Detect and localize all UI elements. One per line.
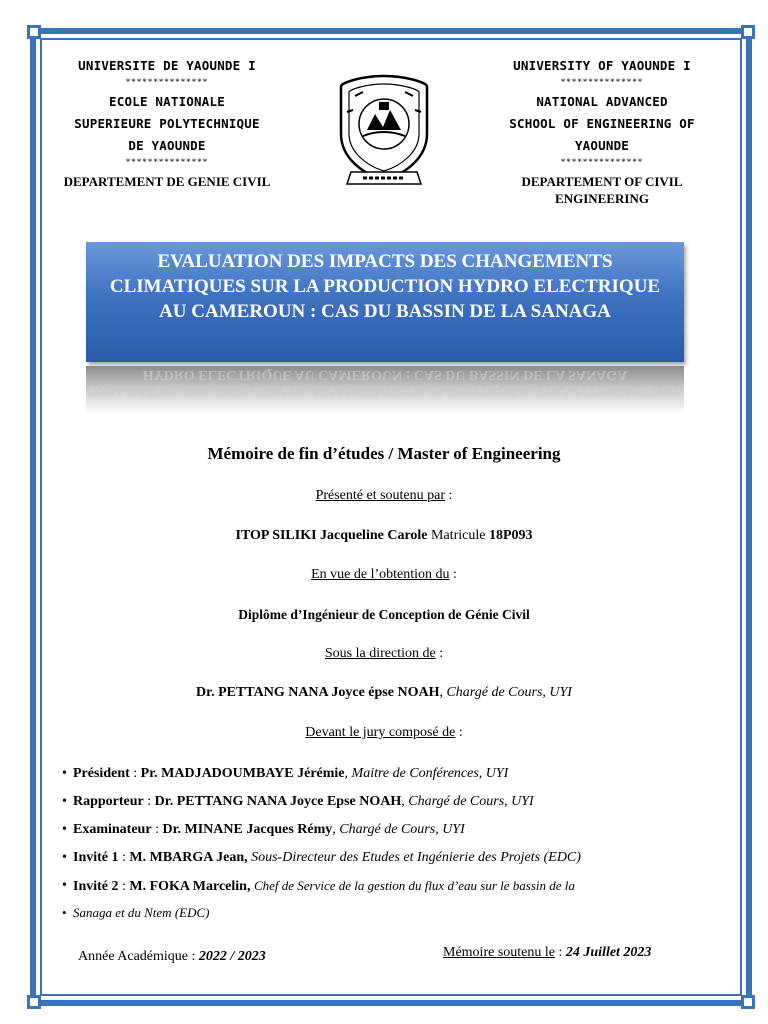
university-name-en: UNIVERSITY OF YAOUNDE I xyxy=(513,58,691,73)
in-view-of-label: En vue de l’obtention du xyxy=(311,567,450,582)
school-name-line3: DE YAOUNDE xyxy=(128,138,206,153)
memoire-heading: Mémoire de fin d’études / Master of Engineering xyxy=(207,444,561,463)
supervisor-name: Dr. PETTANG NANA Joyce épse NOAH xyxy=(196,685,440,700)
defense-label: Mémoire soutenu le xyxy=(443,945,555,960)
matricule-label: Matricule xyxy=(431,528,486,543)
student-name: ITOP SILIKI Jacqueline Carole xyxy=(235,528,428,543)
separator-stars: *************** xyxy=(560,157,644,167)
jury-intro-line: Devant le jury composé de : xyxy=(305,725,463,740)
list-item: • Rapporteur : Dr. PETTANG NANA Joyce Epse NOAH, Chargé de Cours, UYI xyxy=(62,788,742,816)
supervisor-title: Chargé de Cours, UYI xyxy=(446,685,572,700)
school-name-line3: YAOUNDE xyxy=(574,138,630,153)
presented-by-label: Présenté et soutenu par xyxy=(315,488,446,503)
presented-by-line: Présenté et soutenu par : xyxy=(315,488,453,503)
department-fr: DEPARTEMENT DE GENIE CIVIL xyxy=(63,174,271,189)
year-label: Année Académique xyxy=(78,949,189,964)
school-name-line1: NATIONAL ADVANCED xyxy=(536,94,668,109)
list-item: • Invité 1 : M. MBARGA Jean, Sous-Directeur des Etudes et Ingénierie des Projets (EDC) xyxy=(62,844,742,872)
thesis-title: EVALUATION DES IMPACTS DES CHANGEMENTS CLIMATIQUES SUR LA PRODUCTION HYDRO ELECTRIQUE AU CAMEROUN : CAS DU BASSIN DE LA SANAGA xyxy=(86,242,684,362)
header-right xyxy=(487,55,717,207)
university-name-fr: UNIVERSITE DE YAOUNDE I xyxy=(78,58,256,73)
supervision-line: Sous la direction de : xyxy=(324,646,444,661)
defense-date: Mémoire soutenu le : 24 Juillet 2023 xyxy=(443,945,652,960)
list-item-continuation: • Sanaga et du Ntem (EDC) xyxy=(62,901,742,925)
jury-intro-label: Devant le jury composé de xyxy=(305,725,456,740)
school-name-line2: SCHOOL OF ENGINEERING OF xyxy=(509,116,695,131)
year-value: 2022 / 2023 xyxy=(198,949,266,964)
academic-year: Année Académique : 2022 / 2023 xyxy=(78,949,266,964)
in-view-of-line: En vue de l’obtention du : xyxy=(311,567,457,582)
jury-list xyxy=(62,760,742,925)
separator-stars: *************** xyxy=(125,157,209,167)
border-corner xyxy=(27,995,41,1009)
list-item: • Examinateur : Dr. MINANE Jacques Rémy, Chargé de Cours, UYI xyxy=(62,816,742,844)
list-item: • Invité 2 : M. FOKA Marcelin, Chef de Service de la gestion du flux d’eau sur le bassin de la xyxy=(62,872,742,901)
diploma: Diplôme d’Ingénieur de Conception de Génie Civil xyxy=(238,607,530,622)
supervision-label: Sous la direction de xyxy=(324,646,436,661)
separator-stars: *************** xyxy=(560,77,644,87)
supervisor-line: Dr. PETTANG NANA Joyce épse NOAH, Chargé de Cours, UYI xyxy=(196,685,572,700)
student-line xyxy=(0,528,768,544)
school-name-line1: ECOLE NATIONALE xyxy=(109,94,225,109)
border-corner xyxy=(741,995,755,1009)
department-en: DEPARTEMENT OF CIVIL ENGINEERING xyxy=(521,174,683,206)
header-left xyxy=(52,55,282,190)
title-reflection: EVALUATION DES IMPACTS DES CHANGEMENTS CLIMATIQUES SUR LA PRODUCTION HYDRO ELECTRIQUE AU CAMEROUN : CAS DU BASSIN DE LA SANAGA xyxy=(86,366,684,414)
school-name-line2: SUPERIEURE POLYTECHNIQUE xyxy=(74,116,260,131)
defense-date-value: 24 Juillet 2023 xyxy=(565,945,652,960)
border-corner xyxy=(27,25,41,39)
list-item: • Président : Pr. MADJADOUMBAYE Jérémie, Maitre de Conférences, UYI xyxy=(62,760,742,788)
matricule-value: 18P093 xyxy=(488,528,533,543)
border-corner xyxy=(741,25,755,39)
separator-stars: *************** xyxy=(125,77,209,87)
university-seal-icon xyxy=(333,72,435,190)
